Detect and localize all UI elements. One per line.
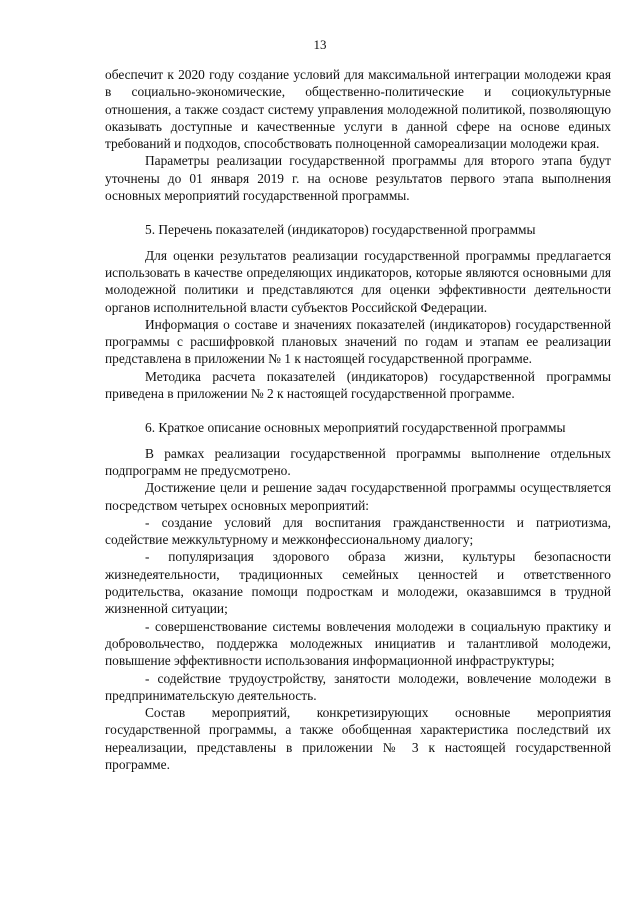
section-heading-5: 5. Перечень показателей (индикаторов) государственной программы [145, 222, 536, 238]
page-number: 13 [313, 37, 327, 52]
document-body [105, 66, 611, 773]
list-item: - содействие трудоустройству, занятости молодежи, вовлечение молодежи в предпринимательскую деятельность. [105, 670, 611, 703]
paragraph-indicators-evaluation: Для оценки результатов реализации государственной программы предлагается использовать в качестве определяющих индикаторов, которые являются основными для молодежной политики и представляются для оценки эффективности деятельности органов исполнительной власти субъектов Российской Федерации. [105, 247, 611, 315]
paragraph-four-measures: Достижение цели и решение задач государственной программы осуществляется посредством четырех основных мероприятий: [105, 480, 611, 513]
section-heading-6: 6. Краткое описание основных мероприятий государственной программы [145, 420, 566, 436]
paragraph-no-subprograms: В рамках реализации государственной программы выполнение отдельных подпрограмм не предусмотрено. [105, 445, 611, 478]
paragraph-measures-appendix-3: Состав мероприятий, конкретизирующих основные мероприятия государственной программы, а также обобщенная характеристика последствий их нереализации, представлены в приложении № 3 к настоящей государственной программе. [105, 705, 611, 772]
paragraph-indicators-appendix-1: Информация о составе и значениях показателей (индикаторов) государственной программы с расшифровкой плановых значений по годам и этапам ее реализации представлена в приложении № 1 к настоящей государственной программе. [105, 316, 611, 367]
paragraph-methodology-appendix-2: Методика расчета показателей (индикаторов) государственной программы приведена в приложении № 2 к настоящей государственной программе. [105, 368, 611, 402]
list-item: - создание условий для воспитания гражданственности и патриотизма, содействие межкультурному и межконфессиональному диалогу; [105, 514, 611, 548]
paragraph-goals-continuation: обеспечит к 2020 году создание условий для максимальной интеграции молодежи края в социально-экономические, общественно-политические и социокультурные отношения, а также создаст систему управления молодежной политикой, позволяющую оказывать доступные и качественные услуги в данной сфере на основе единых требований и подходов, способствовать полноценной самореализации молодежи края. [105, 67, 611, 152]
list-item: - совершенствование системы вовлечения молодежи в социальную практику и добровольчество, поддержка молодежных инициатив и талантливой молодежи, повышение эффективности использования информационной инфраструктуры; [105, 618, 611, 669]
list-item: - популяризация здорового образа жизни, культуры безопасности жизнедеятельности, традиционных семейных ценностей и ответственного родительства, оказание помощи подросткам и молодежи, оказавшимся в трудной жизненной ситуации; [105, 549, 611, 617]
paragraph-second-stage: Параметры реализации государственной программы для второго этапа будут уточнены до 01 января 2019 г. на основе результатов первого этапа выполнения основных мероприятий государственной программы. [105, 153, 611, 204]
